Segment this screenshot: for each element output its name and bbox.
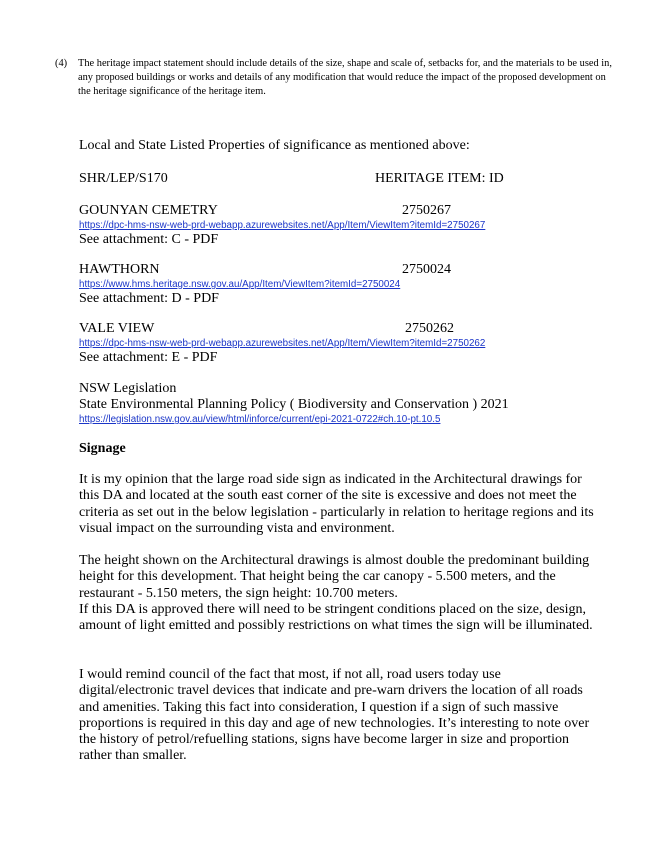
property-link[interactable]: https://dpc-hms-nsw-web-prd-webapp.azurewebsites.net/App/Item/ViewItem?itemId=2750267 xyxy=(79,220,486,231)
legislation-label: NSW Legislation xyxy=(79,381,177,396)
property-title-row xyxy=(79,321,619,337)
property-link[interactable]: https://www.hms.heritage.nsw.gov.au/App/Item/ViewItem?itemId=2750024 xyxy=(79,279,401,290)
legislation-policy: State Environmental Planning Policy ( Biodiversity and Conservation ) 2021 xyxy=(79,397,509,412)
table-header xyxy=(79,171,619,187)
property-entry-vale-view xyxy=(79,321,619,366)
property-name: HAWTHORN xyxy=(79,262,160,277)
property-attachment: See attachment: C - PDF xyxy=(79,232,219,247)
property-id: 2750267 xyxy=(402,203,451,218)
property-link[interactable]: https://dpc-hms-nsw-web-prd-webapp.azurewebsites.net/App/Item/ViewItem?itemId=2750262 xyxy=(79,338,486,349)
property-name: GOUNYAN CEMETRY xyxy=(79,203,218,218)
property-entry-hawthorn xyxy=(79,262,619,307)
property-id: 2750262 xyxy=(405,321,454,336)
property-attachment: See attachment: E - PDF xyxy=(79,350,218,365)
property-name: VALE VIEW xyxy=(79,321,155,336)
signage-paragraph-height: The height shown on the Architectural drawings is almost double the predominant building height for this development. That height being the car canopy - 5.500 meters, and the restaurant - 5.150 meters, the sign height: 10.700 meters. xyxy=(79,553,590,601)
table-header-left: SHR/LEP/S170 xyxy=(79,171,168,186)
property-title-row xyxy=(79,203,619,219)
heritage-clause-4 xyxy=(55,57,615,99)
legislation-link[interactable]: https://legislation.nsw.gov.au/view/html/inforce/current/epi-2021-0722#ch.10-pt.10.5 xyxy=(79,414,441,425)
clause-number: (4) xyxy=(55,58,68,69)
clause-text: The heritage impact statement should include details of the size, shape and scale of, setbacks for, and the materials to be used in, any proposed buildings or works and details of any modification that would reduce the impact of the proposed development on the heritage significance of the heritage item. xyxy=(78,58,612,97)
property-entry-gounyan xyxy=(79,203,619,248)
signage-heading: Signage xyxy=(79,441,126,456)
table-header-right: HERITAGE ITEM: ID xyxy=(375,171,504,186)
property-id: 2750024 xyxy=(402,262,451,277)
signage-paragraph-opinion: It is my opinion that the large road side sign as indicated in the Architectural drawings for this DA and located at the south east corner of the site is excessive and does not meet the criteria as set out in the below legislation - particularly in relation to heritage regions and its visual impact on the surrounding vista and environment. xyxy=(79,472,594,536)
property-attachment: See attachment: D - PDF xyxy=(79,291,219,306)
signage-paragraph-devices: I would remind council of the fact that most, if not all, road users today use digital/electronic travel devices that indicate and pre-warn drivers the location of all roads and amenities. Taking this fact into consideration, I question if a sign of such massive proportions is required in this day and age of new technologies. It’s interesting to note over the history of petrol/refuelling stations, signs have become larger in size and proportion rather than smaller. xyxy=(79,667,590,764)
property-title-row xyxy=(79,262,619,278)
properties-intro: Local and State Listed Properties of significance as mentioned above: xyxy=(79,138,470,153)
signage-paragraph-conditions: If this DA is approved there will need to be stringent conditions placed on the size, design, amount of light emitted and possibly restrictions on what times the sign will be illuminated. xyxy=(79,602,593,634)
legislation-block xyxy=(79,381,619,426)
